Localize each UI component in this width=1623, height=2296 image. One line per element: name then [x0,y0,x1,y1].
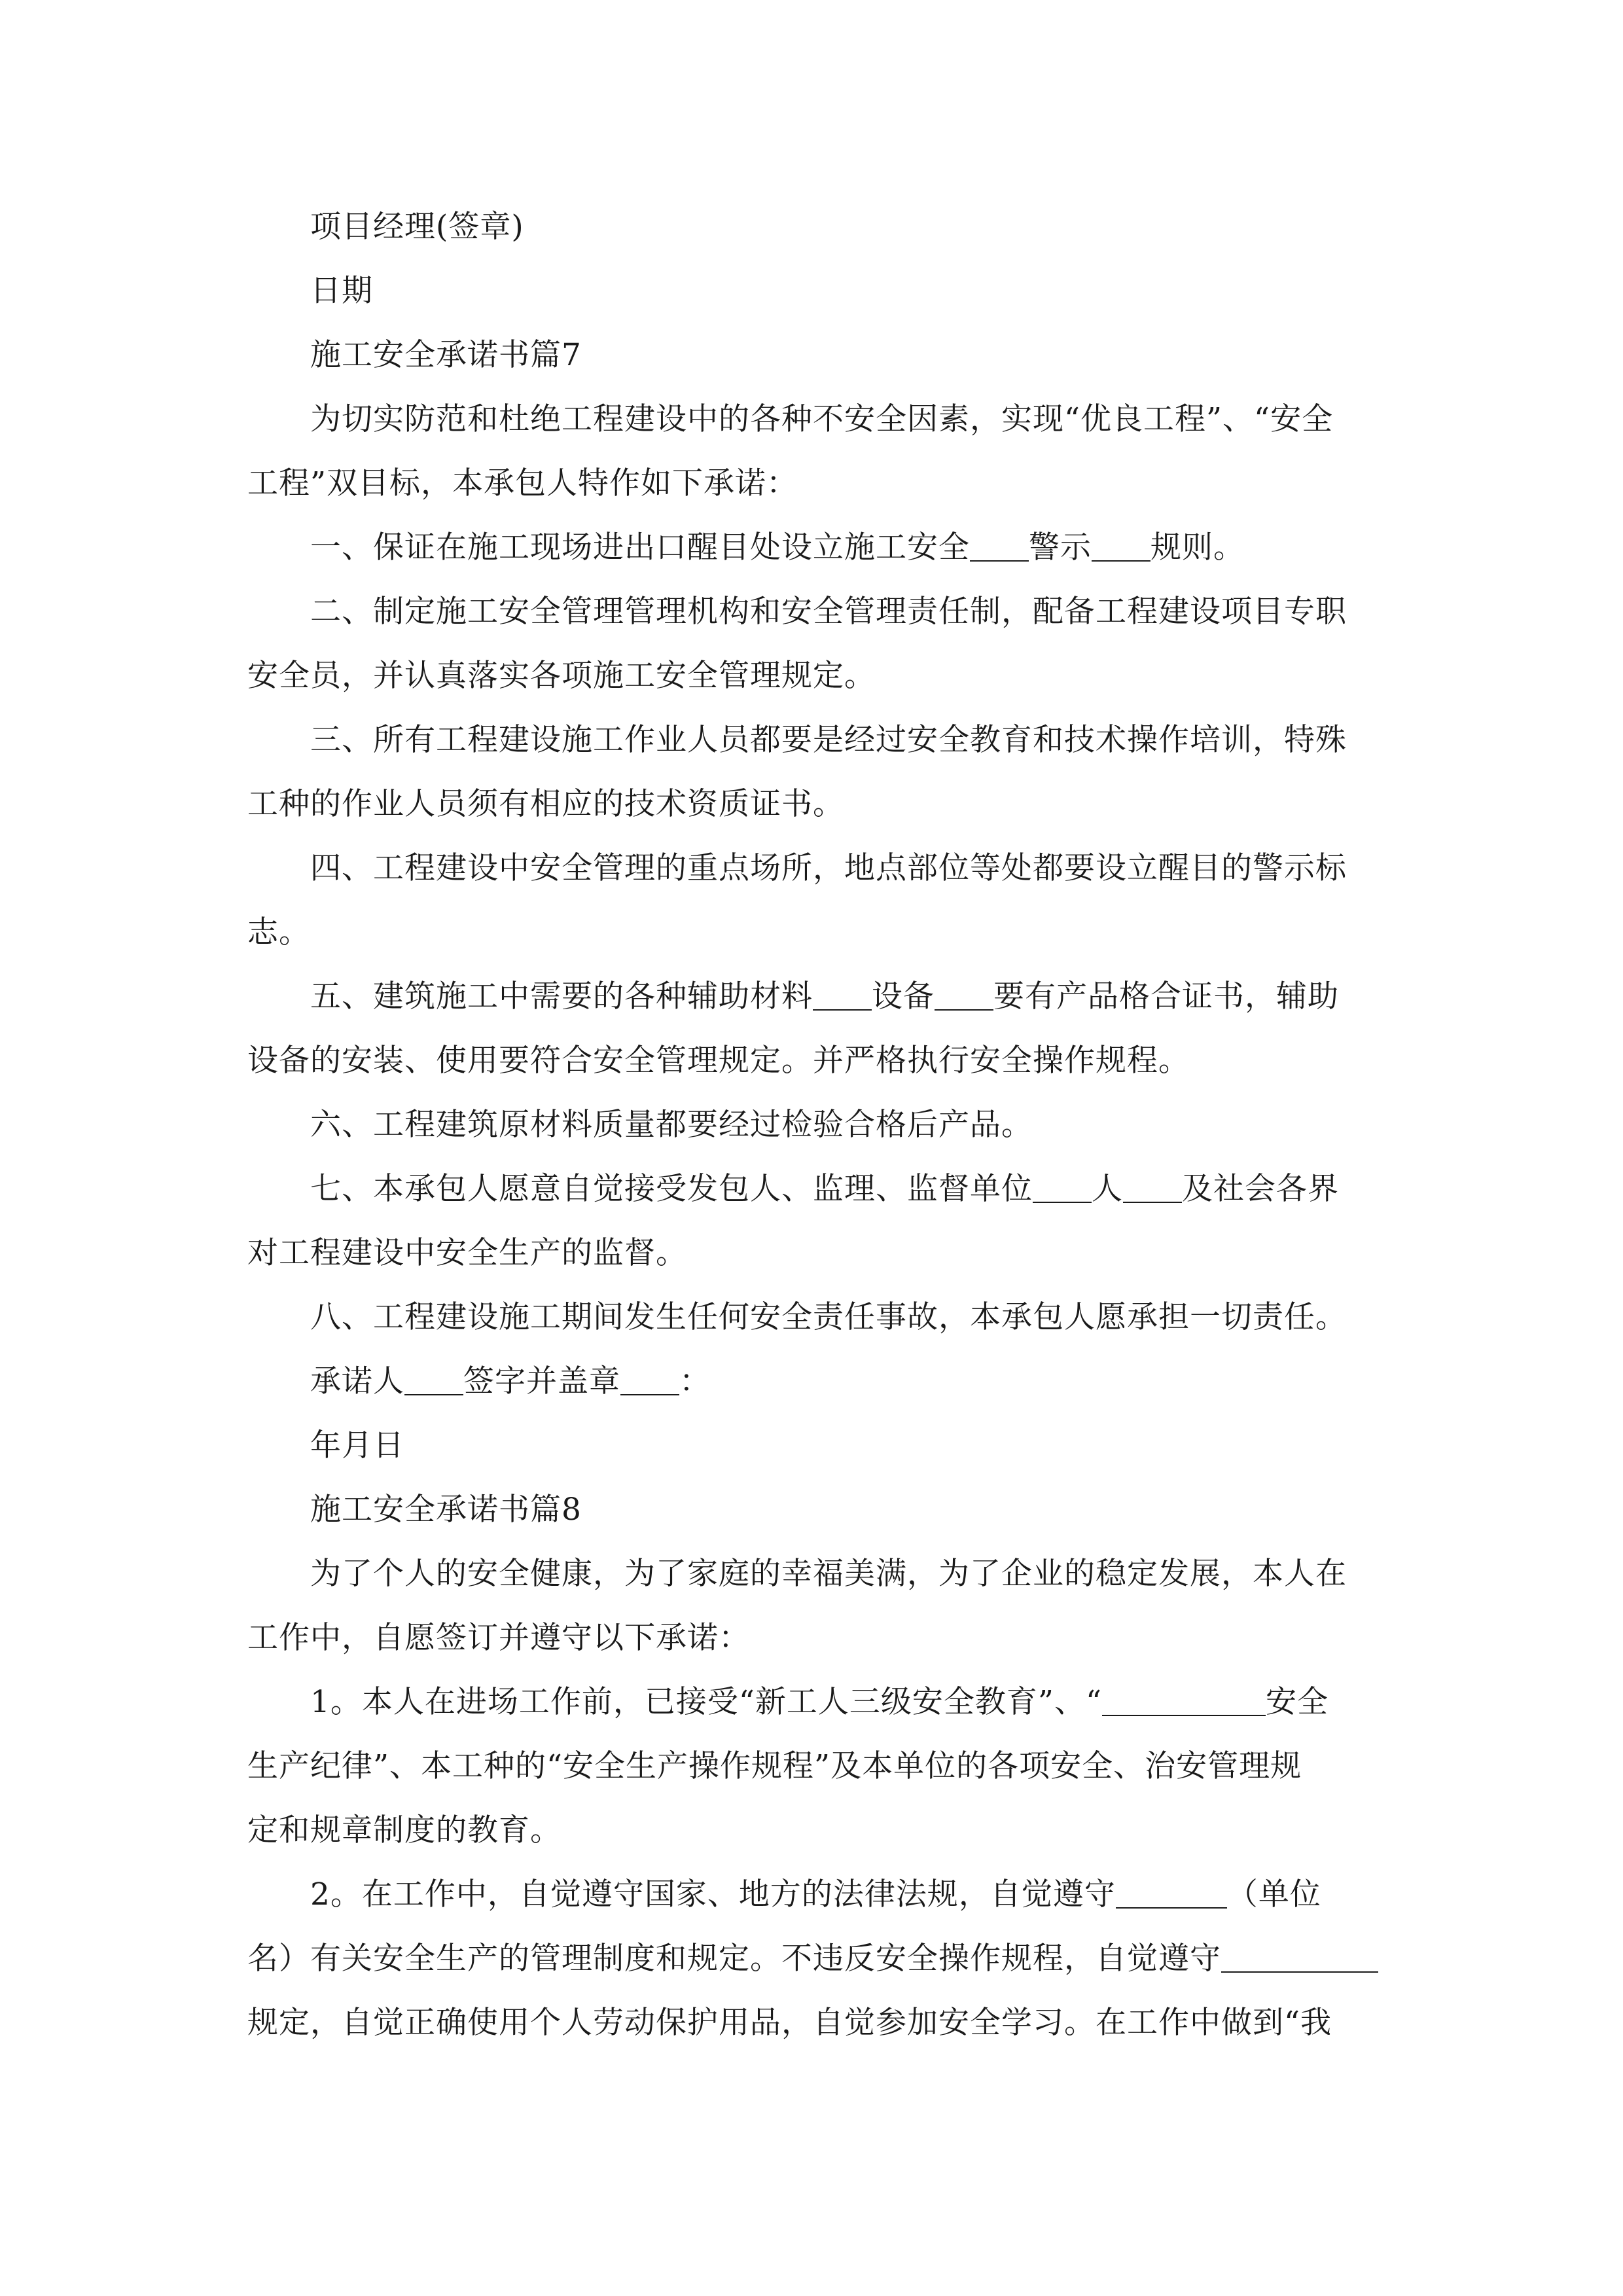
fill-blank [1033,1168,1092,1203]
fill-blank [1123,1168,1182,1203]
text-line: 定和规章制度的教育。 [247,1812,562,1848]
signature-line: 承诺人 签字并盖章 ： [310,1350,1399,1414]
date-line: 年月日 [310,1427,404,1463]
text-line: 六、工程建筑原材料质量都要经过检验合格后产品。 [310,1107,1033,1143]
text-line: 日期 [310,273,373,309]
text-line: 设备的安装、使用要符合安全管理规定。并严格执行安全操作规程。 [247,1043,1190,1079]
text-line: 名）有关安全生产的管理制度和规定。不违反安全操作规程，自觉遵守 [247,1927,1399,1991]
fill-blank [813,975,872,1011]
text-line: 规定，自觉正确使用个人劳动保护用品，自觉参加安全学习。在工作中做到“我 [247,2005,1332,2041]
fill-blank [935,975,993,1011]
text-line: 五、建筑施工中需要的各种辅助材料 设备 要有产品格合证书，辅助 [310,965,1399,1029]
text-line: 三、所有工程建设施工作业人员都要是经过安全教育和技术操作培训，特殊 [310,722,1347,758]
fill-blank [1116,1873,1227,1909]
text-line: 四、工程建设中安全管理的重点场所，地点部位等处都要设立醒目的警示标 [310,850,1347,886]
fill-blank [404,1360,463,1395]
fill-blank [1221,1937,1378,1973]
fill-blank [970,526,1029,562]
text-line: 2。在工作中，自觉遵守国家、地方的法律法规，自觉遵守 （单位 [310,1863,1399,1927]
text-line: 1。本人在进场工作前，已接受“新工人三级安全教育”、“ 安全 [310,1670,1399,1734]
text-line: 工种的作业人员须有相应的技术资质证书。 [247,786,844,822]
text-line: 安全员，并认真落实各项施工安全管理规定。 [247,658,876,694]
text-line: 项目经理(签章) [310,209,524,245]
text-line: 一、保证在施工现场进出口醒目处设立施工安全 警示 规则。 [310,516,1399,580]
text-line: 八、工程建设施工期间发生任何安全责任事故，本承包人愿承担一切责任。 [310,1299,1347,1335]
text-line: 生产纪律”、本工种的“安全生产操作规程”及本单位的各项安全、治安管理规 [247,1748,1302,1784]
fill-blank [620,1360,679,1395]
text-line: 志。 [247,914,310,950]
text-line: 工作中，自愿签订并遵守以下承诺： [247,1620,750,1656]
text-line: 二、制定施工安全管理管理机构和安全管理责任制，配备工程建设项目专职 [310,594,1347,630]
text-line: 为切实防范和杜绝工程建设中的各种不安全因素，实现“优良工程”、“安全 [310,401,1334,437]
section-heading: 施工安全承诺书篇7 [310,337,582,373]
text-line: 对工程建设中安全生产的监督。 [247,1235,687,1271]
section-heading: 施工安全承诺书篇8 [310,1492,582,1528]
fill-blank [1102,1681,1266,1716]
text-line: 为了个人的安全健康，为了家庭的幸福美满，为了企业的稳定发展，本人在 [310,1556,1347,1592]
fill-blank [1092,526,1150,562]
text-line: 七、本承包人愿意自觉接受发包人、监理、监督单位 人 及社会各界 [310,1157,1399,1221]
text-line: 工程”双目标，本承包人特作如下承诺： [247,465,798,501]
